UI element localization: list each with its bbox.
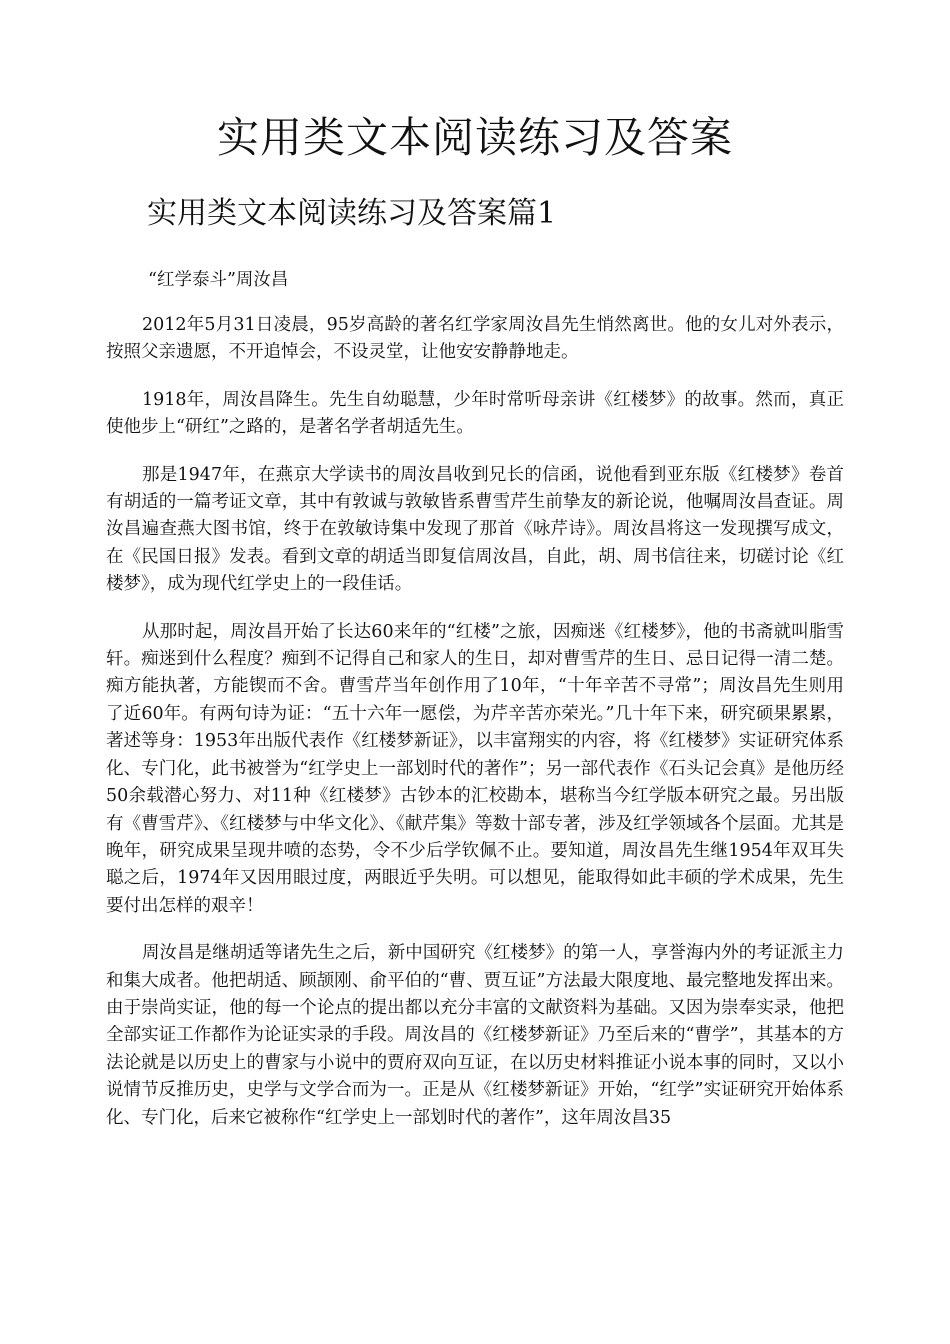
article-body <box>106 312 844 1152</box>
paragraph: 1918年，周汝昌降生。先生自幼聪慧，少年时常听母亲讲《红楼梦》的故事。然而，真正使他步上“研红”之路的，是著名学者胡适先生。 <box>106 389 844 438</box>
paragraph: 从那时起，周汝昌开始了长达60来年的“红楼”之旅，因痴迷《红楼梦》，他的书斋就叫脂雪轩。痴迷到什么程度？痴到不记得自己和家人的生日，却对曹雪芹的生日、忌日记得一清二楚。痴方能执著，方能锲而不舍。曹雪芹当年创作用了10年，“十年辛苦不寻常”；周汝昌先生则用了近60年。有两句诗为证：“五十六年一愿偿，为芹辛苦亦荣光。”几十年下来，研究硕果累累，著述等身：1953年出版代表作《红楼梦新证》，以丰富翔实的内容，将《红楼梦》实证研究体系化、专门化，此书被誉为“红学史上一部划时代的著作”；另一部代表作《石头记会真》是他历经50余载潜心努力、对11种《红楼梦》古钞本的汇校勘本，堪称当今红学版本研究之最。另出版有《曹雪芹》、《红楼梦与中华文化》、《献芹集》等数十部专著，涉及红学领域各个层面。尤其是晚年，研究成果呈现井喷的态势，令不少后学钦佩不止。要知道，周汝昌先生继1954年双耳失聪之后，1974年又因用眼过度，两眼近乎失明。可以想见，能取得如此丰硕的学术成果，先生要付出怎样的艰辛！ <box>106 621 844 916</box>
paragraph: 那是1947年，在燕京大学读书的周汝昌收到兄长的信函，说他看到亚东版《红楼梦》卷首有胡适的一篇考证文章，其中有敦诚与敦敏皆系曹雪芹生前挚友的新论说，他嘱周汝昌查证。周汝昌遍查燕大图书馆，终于在敦敏诗集中发现了那首《咏芹诗》。周汝昌将这一发现撰写成文，在《民国日报》发表。看到文章的胡适当即复信周汝昌，自此，胡、周书信往来，切磋讨论《红楼梦》，成为现代红学史上的一段佳话。 <box>106 464 844 595</box>
document-subtitle: 实用类文本阅读练习及答案篇1 <box>147 196 557 231</box>
paragraph: 2012年5月31日凌晨，95岁高龄的著名红学家周汝昌先生悄然离世。他的女儿对外表示，按照父亲遗愿，不开追悼会，不设灵堂，让他安安静静地走。 <box>106 315 844 363</box>
paragraph: 周汝昌是继胡适等诸先生之后，新中国研究《红楼梦》的第一人，享誉海内外的考证派主力和集大成者。他把胡适、顾颉刚、俞平伯的“曹、贾互证”方法最大限度地、最完整地发挥出来。由于崇尚实证，他的每一个论点的提出都以充分丰富的文献资料为基础。又因为崇奉实录，他把全部实证工作都作为论证实录的手段。周汝昌的《红楼梦新证》乃至后来的“曹学”，其基本的方法论就是以历史上的曹家与小说中的贾府双向互证，在以历史材料推证小说本事的同时，又以小说情节反推历史，史学与文学合而为一。正是从《红楼梦新证》开始，“红学”实证研究开始体系化、专门化，后来它被称作“红学史上一部划时代的著作”，这年周汝昌35 <box>106 943 844 1128</box>
article-heading: “红学泰斗”周汝昌 <box>148 270 289 290</box>
document-title: 实用类文本阅读练习及答案 <box>216 113 733 162</box>
